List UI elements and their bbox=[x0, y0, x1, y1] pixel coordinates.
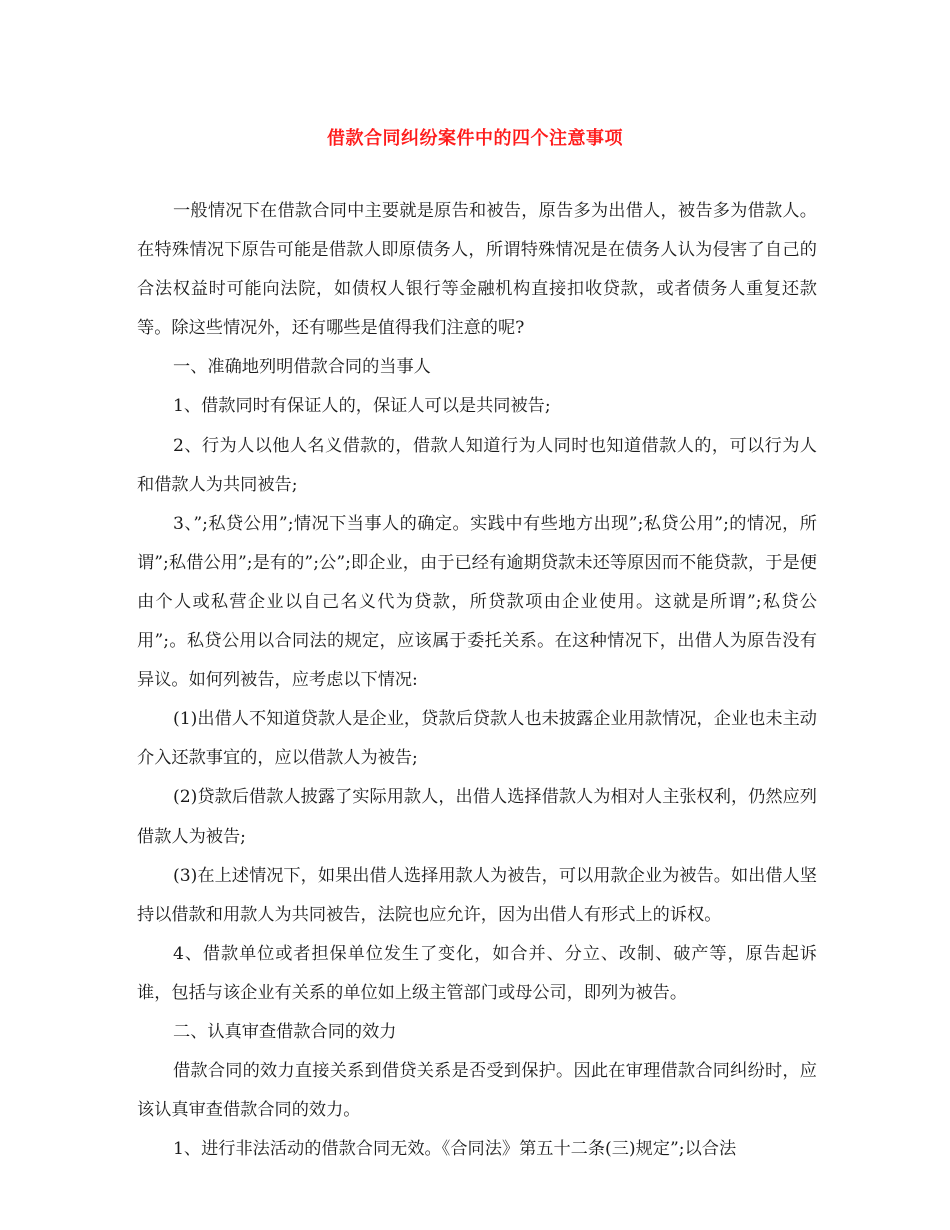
paragraph: 一般情况下在借款合同中主要就是原告和被告，原告多为出借人，被告多为借款人。在特殊情况下原告可能是借款人即原债务人，所谓特殊情况是在债务人认为侵害了自己的合法权益时可能向法院，如债权人银行等金融机构直接扣收贷款，或者债务人重复还款等。除这些情况外，还有哪些是值得我们注意的呢? bbox=[137, 201, 817, 339]
paragraph: 1、借款同时有保证人的，保证人可以是共同被告; bbox=[173, 396, 551, 417]
document-body bbox=[137, 192, 817, 1169]
section-heading: 一、准确地列明借款合同的当事人 bbox=[173, 357, 431, 378]
paragraph: (1)出借人不知道贷款人是企业，贷款后贷款人也未披露企业用款情况，企业也未主动介入还款事宜的，应以借款人为被告; bbox=[137, 709, 817, 769]
paragraph: 1、进行非法活动的借款合同无效。《合同法》第五十二条(三)规定”;以合法 bbox=[173, 1139, 737, 1160]
paragraph: 借款合同的效力直接关系到借贷关系是否受到保护。因此在审理借款合同纠纷时，应该认真审查借款合同的效力。 bbox=[137, 1061, 817, 1121]
document-title: 借款合同纠纷案件中的四个注意事项 bbox=[327, 128, 623, 149]
section-heading: 二、认真审查借款合同的效力 bbox=[173, 1021, 397, 1042]
paragraph: 4、借款单位或者担保单位发生了变化，如合并、分立、改制、破产等，原告起诉谁，包括与该企业有关系的单位如上级主管部门或母公司，即列为被告。 bbox=[137, 943, 817, 1003]
paragraph: (3)在上述情况下，如果出借人选择用款人为被告，可以用款企业为被告。如出借人坚持以借款和用款人为共同被告，法院也应允许，因为出借人有形式上的诉权。 bbox=[137, 865, 817, 925]
paragraph: (2)贷款后借款人披露了实际用款人，出借人选择借款人为相对人主张权利，仍然应列借款人为被告; bbox=[137, 787, 817, 847]
paragraph: 3、”;私贷公用”;情况下当事人的确定。实践中有些地方出现”;私贷公用”;的情况，所谓”;私借公用”;是有的”;公”;即企业，由于已经有逾期贷款未还等原因而不能贷款，于是便由个人或私营企业以自己名义代为贷款，所贷款项由企业使用。这就是所谓”;私贷公用”;。私贷公用以合同法的规定，应该属于委托关系。在这种情况下，出借人为原告没有异议。如何列被告，应考虑以下情况: bbox=[137, 513, 817, 691]
paragraph: 2、行为人以他人名义借款的，借款人知道行为人同时也知道借款人的，可以行为人和借款人为共同被告; bbox=[137, 435, 817, 495]
